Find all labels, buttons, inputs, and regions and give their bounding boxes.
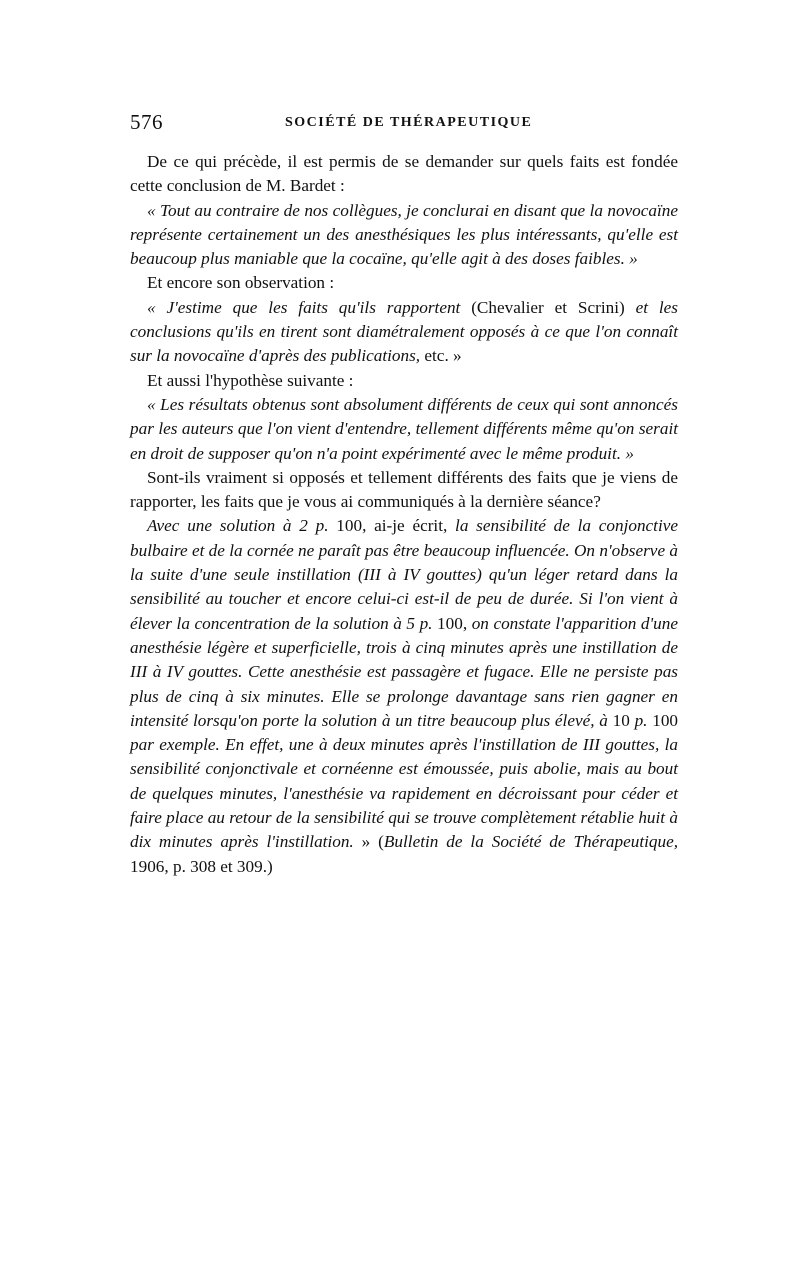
paragraph-4 [130,466,678,515]
quote-hypothesis-text: « Les résultats obtenus sont absolument différents de ceux qui sont annoncés par les auteurs que l'on vient d'entendre, tellement différents même qu'on serait en droit de supposer qu'on n'a point expérimenté avec le même produit. » [130,394,678,463]
quote-bulletin [130,514,678,878]
citation-title: Bulletin de la Société de Thérapeutique, [383,832,678,852]
quote-hypothesis [130,393,678,466]
quote-bulletin-s2: 100, ai-je écrit, [328,516,456,536]
quote-bulletin-s10: » ( [353,832,384,852]
quote-bardet-text: « Tout au contraire de nos collègues, je conclurai en disant que la novocaïne représente certainement un des anesthésiques les plus intéressants, qu'elle est beaucoup plus maniable que la cocaïne, qu'elle agit à des doses faibles. » [130,200,678,269]
quote-bulletin-s3: la sensibilité de la conjonctive bulbaire et de la cornée ne paraît pas être beaucoup influencée. On n'observe à la suite d'une seule instillation (III à IV gouttes) qu'un léger retard dans la sensibilité au toucher et encore celui-ci est-il de peu de durée. Si l'on vient à élever la concentration de la solution à 5 p. [130,516,678,633]
body-text [130,150,678,879]
page-number: 576 [130,110,163,134]
page-header [130,110,670,140]
paragraph-4-text: Sont-ils vraiment si opposés et tellement différents des faits que je viens de rapporter, les faits que je vous ai communiqués à la dernière séance? [130,467,678,512]
quote-observation-part-b: et les conclusions qu'ils en tirent sont diamétralement opposés à ce que l'on connaît sur la novocaïne d'après des publications, [130,297,678,366]
quote-bardet [130,199,678,272]
paragraph-1 [130,150,678,199]
quote-observation-tail: etc. » [420,346,462,366]
paragraph-2-text: Et encore son observation : [147,273,335,293]
quote-bulletin-s1: Avec une solution à 2 p. [147,516,329,536]
citation-details: 1906, p. 308 et 309.) [130,856,273,876]
quote-observation [130,296,678,369]
paragraph-3 [130,369,678,393]
quote-observation-authors: (Chevalier et Scrini) [460,297,636,317]
quote-bulletin-s9: par exemple. En effet, une à deux minutes après l'instillation de III gouttes, la sensibilité conjonctivale et cornéenne est émoussée, puis abolie, mais au bout de quelques minutes, l'anesthésie va rapidement en décroissant pour céder et faire place au retour de la sensibilité qui se trouve complètement rétablie huit à dix minutes après l'instillation. [130,735,678,852]
paragraph-1-text: De ce qui précède, il est permis de se demander sur quels faits est fondée cette conclusion de M. Bardet : [130,152,678,196]
paragraph-3-text: Et aussi l'hypothèse suivante : [147,370,354,390]
quote-bulletin-s5: on constate l'apparition d'une anesthésie légère et superficielle, trois à cinq minutes après une instillation de III à IV gouttes. Cette anesthésie est passagère et fugace. Elle ne persiste pas plus de cinq à six minutes. Elle se prolonge davantage sans rien gagner en intensité lorsqu'on porte la solution à un titre beaucoup plus élevé, à [130,613,679,730]
quote-bulletin-s6: 10 [607,710,635,730]
running-head: SOCIÉTÉ DE THÉRAPEUTIQUE [285,115,533,130]
paragraph-2 [130,271,678,295]
quote-bulletin-s4: 100, [432,613,472,633]
quote-bulletin-s7: p. [634,710,648,730]
quote-observation-part-a: « J'estime que les faits qu'ils rapportent [147,297,461,317]
quote-bulletin-s8: 100 [647,710,679,730]
